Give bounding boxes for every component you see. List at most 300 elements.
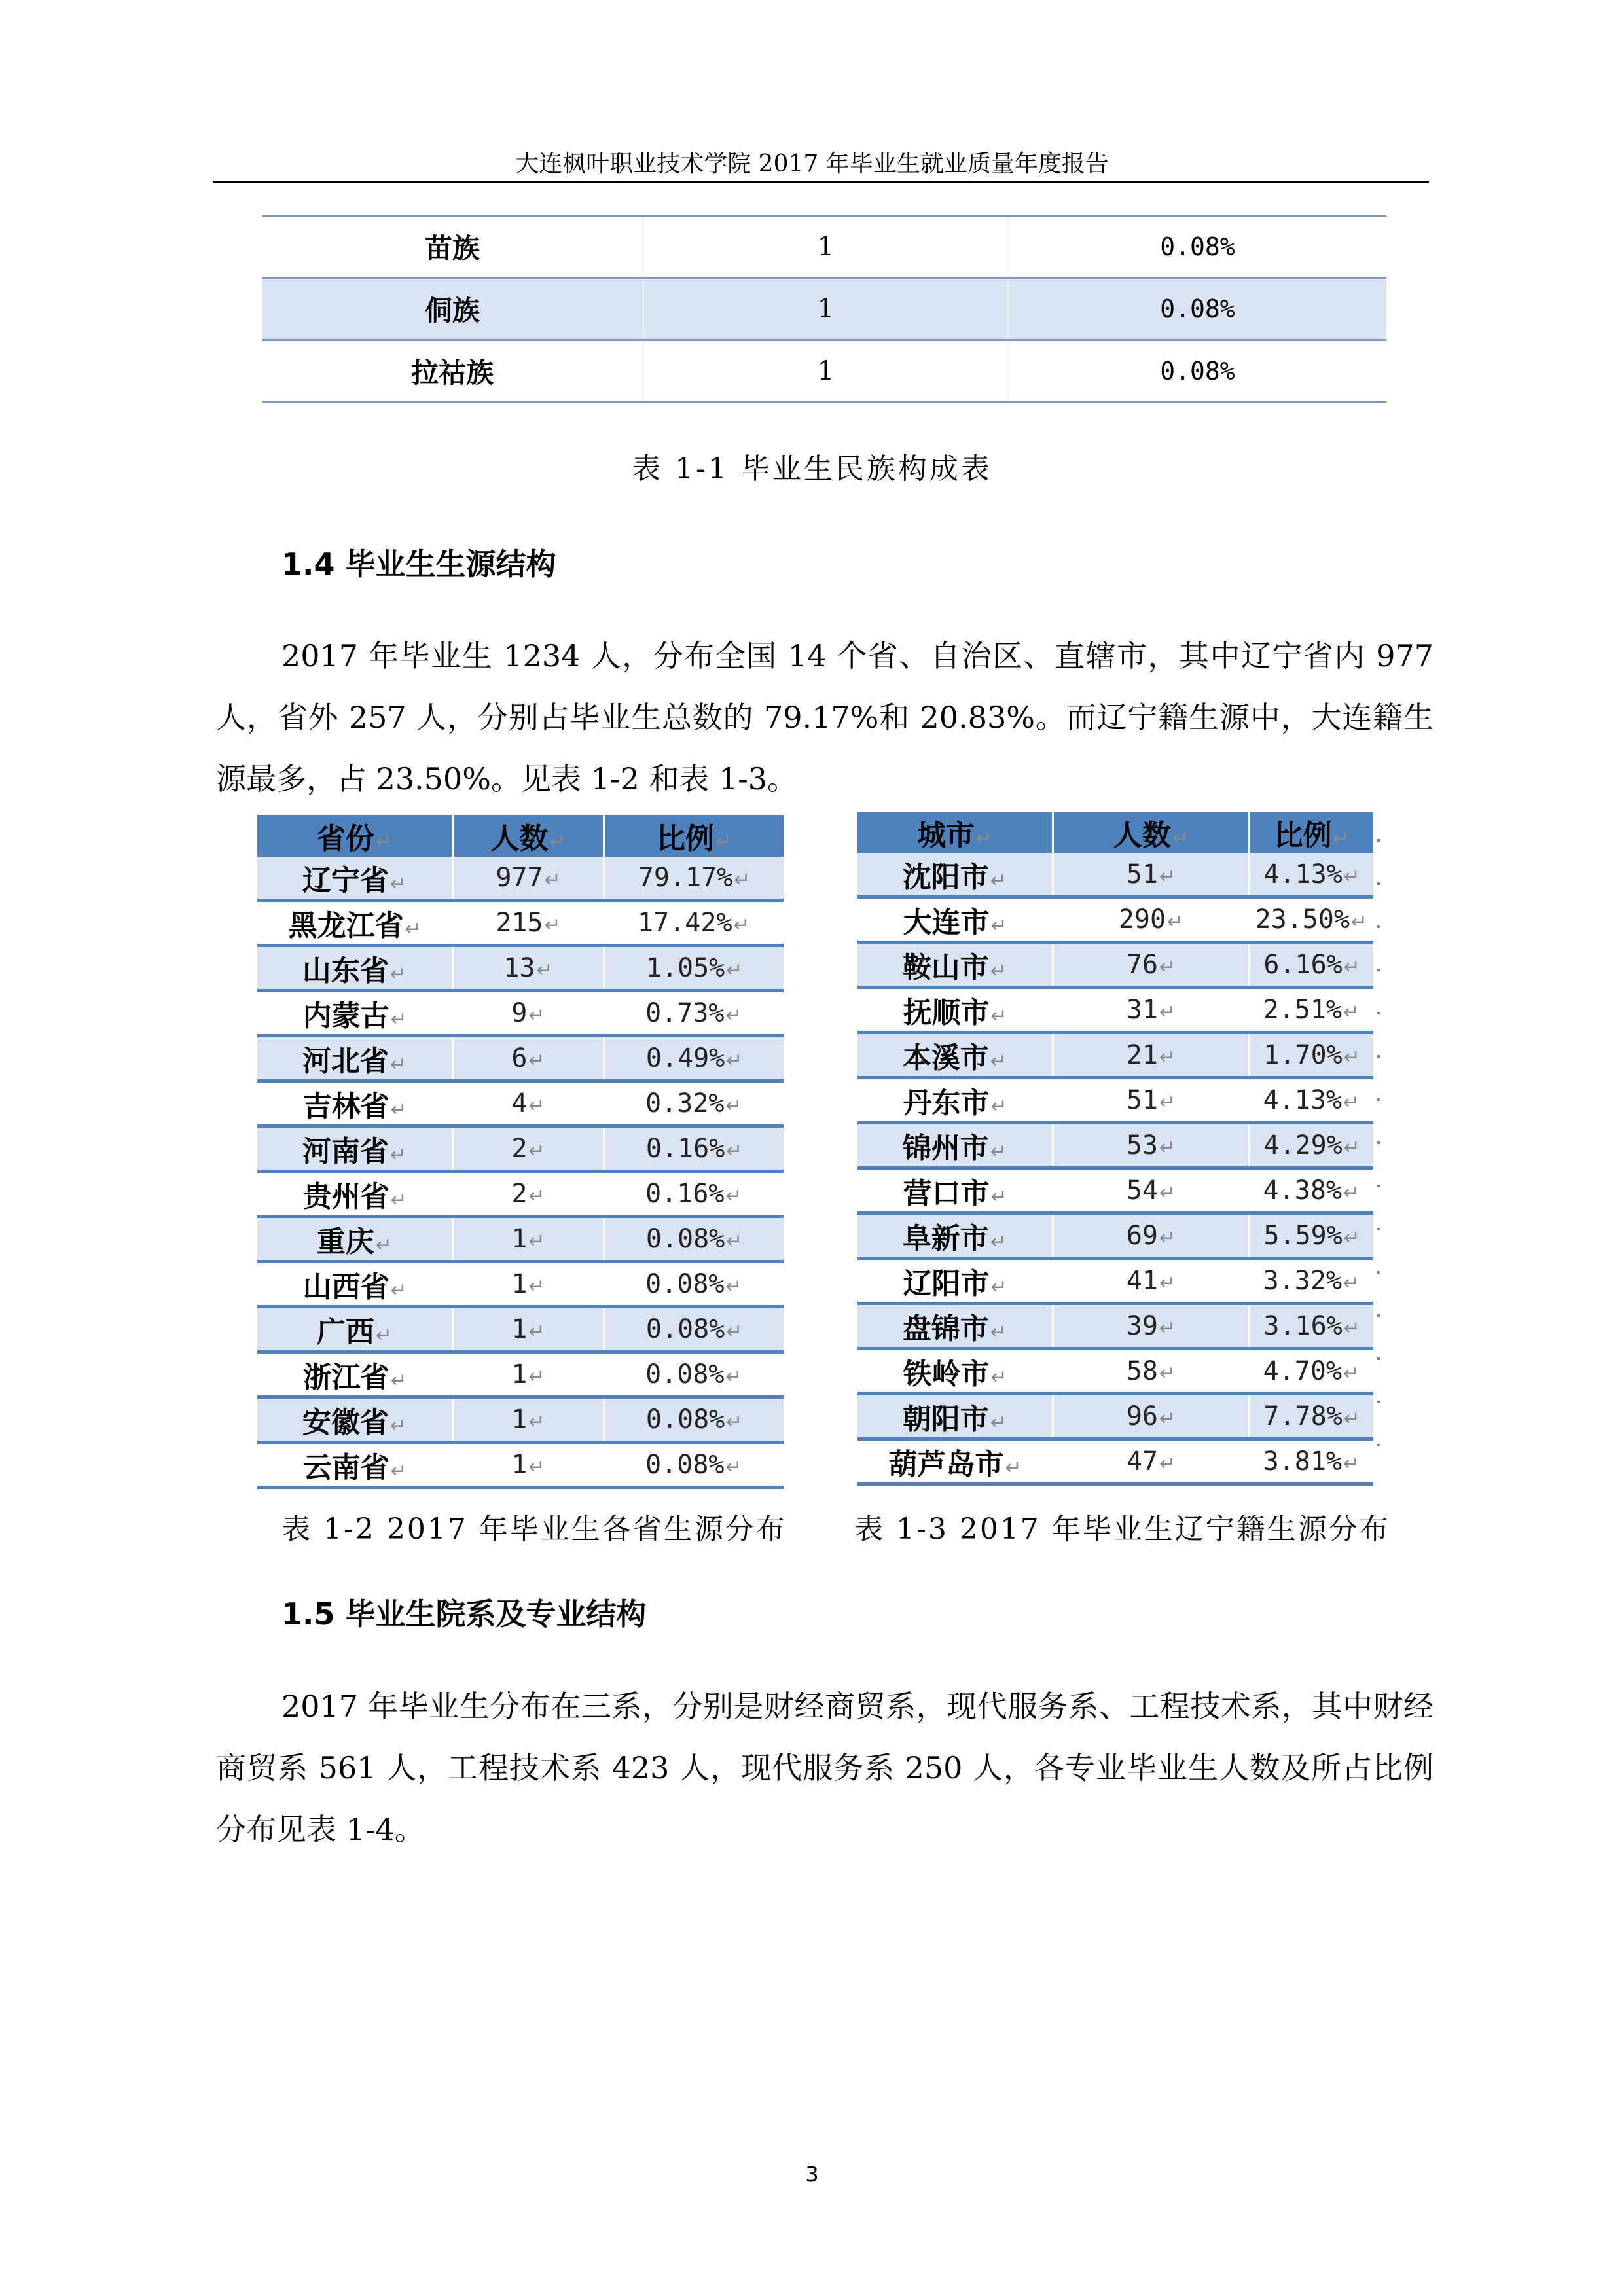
section-heading-1-4: 1.4 毕业生生源结构 bbox=[281, 547, 556, 582]
column-header bbox=[257, 815, 452, 857]
name-value: 阜新市 bbox=[902, 1222, 989, 1255]
percent-cell bbox=[604, 1036, 784, 1081]
column-header-label: 人数 bbox=[490, 822, 549, 855]
paragraph-mark-icon: ↵ bbox=[528, 1185, 545, 1208]
header-rule bbox=[213, 181, 1429, 183]
count-cell bbox=[452, 1217, 604, 1262]
table-row bbox=[262, 278, 1386, 340]
column-header bbox=[1250, 812, 1373, 853]
name-cell bbox=[257, 1217, 452, 1262]
paragraph-mark-icon: ↵ bbox=[1351, 910, 1368, 933]
count-cell bbox=[1053, 1394, 1249, 1439]
paragraph-mark-icon: ↵ bbox=[528, 1365, 545, 1388]
paragraph-mark-icon: ↵ bbox=[1343, 956, 1360, 978]
percent-value: 6.16% bbox=[1263, 950, 1343, 980]
count-value: 1 bbox=[511, 1405, 528, 1435]
paragraph-mark-icon: ↵ bbox=[549, 831, 566, 853]
percent-value: 2.51% bbox=[1263, 995, 1342, 1025]
paragraph-mark-icon: ↵ bbox=[733, 914, 750, 937]
count-value: 1 bbox=[511, 1314, 528, 1344]
paragraph-mark-icon: ↵ bbox=[1172, 827, 1189, 850]
paragraph-mark-icon: ↵ bbox=[726, 1049, 743, 1072]
count-value: 215 bbox=[496, 908, 543, 938]
paragraph-mark-icon: ↵ bbox=[375, 831, 392, 853]
name-value: 盘锦市 bbox=[902, 1312, 989, 1346]
paragraph-mark-icon: ↵ bbox=[990, 1185, 1007, 1208]
count-cell bbox=[452, 1307, 604, 1352]
percent-value: 4.13% bbox=[1263, 1085, 1342, 1115]
count-cell bbox=[452, 1172, 604, 1217]
paragraph-mark-icon: ↵ bbox=[389, 1143, 406, 1166]
paragraph-mark-icon: ↵ bbox=[1343, 1136, 1360, 1159]
edge-mark bbox=[1377, 1401, 1380, 1403]
percent-value: 0.32% bbox=[645, 1088, 725, 1119]
city-source-table bbox=[857, 812, 1373, 1486]
paragraph-mark-icon: ↵ bbox=[1159, 1046, 1176, 1069]
paragraph-mark-icon: ↵ bbox=[1159, 1227, 1176, 1249]
table-row bbox=[257, 1217, 784, 1262]
name-value: 安徽省 bbox=[302, 1406, 389, 1439]
name-cell bbox=[257, 946, 452, 991]
paragraph-mark-icon: ↵ bbox=[390, 1008, 407, 1031]
percent-value: 0.49% bbox=[645, 1043, 725, 1073]
edge-mark bbox=[1377, 1444, 1380, 1446]
paragraph-mark-icon: ↵ bbox=[990, 1050, 1007, 1073]
count-value: 1 bbox=[511, 1359, 528, 1390]
count-value: 41 bbox=[1126, 1266, 1159, 1296]
table-row bbox=[262, 216, 1386, 278]
paragraph-mark-icon: ↵ bbox=[990, 869, 1007, 892]
table-row bbox=[257, 991, 784, 1036]
percent-value: 0.08% bbox=[645, 1450, 725, 1480]
paragraph-mark-icon: ↵ bbox=[990, 1230, 1007, 1253]
name-cell bbox=[257, 857, 452, 901]
percent-value: 1.70% bbox=[1263, 1040, 1343, 1070]
percent-cell bbox=[1250, 1439, 1373, 1484]
paragraph-text: 2017 年毕业生分布在三系，分别是财经商贸系，现代服务系、工程技术系，其中财经商贸系 561 人，工程技术系 423 人，现代服务系 250 人，各专业毕业生人数及所占比例分布见表 1-4。 bbox=[216, 1689, 1434, 1847]
paragraph-mark-icon: ↵ bbox=[390, 1098, 407, 1121]
count-cell bbox=[452, 857, 604, 901]
percent-cell: 0.08% bbox=[1008, 278, 1386, 340]
percent-cell bbox=[604, 1352, 784, 1397]
edge-mark bbox=[1377, 1012, 1380, 1014]
paragraph-mark-icon: ↵ bbox=[375, 1234, 392, 1257]
name-cell bbox=[857, 1259, 1053, 1304]
paragraph-mark-icon: ↵ bbox=[726, 1320, 743, 1343]
count-cell: 1 bbox=[643, 216, 1008, 278]
paragraph-mark-icon: ↵ bbox=[528, 1139, 545, 1162]
count-cell bbox=[1053, 1033, 1249, 1078]
count-cell bbox=[452, 1443, 604, 1488]
paragraph-mark-icon: ↵ bbox=[1333, 827, 1350, 850]
edge-mark bbox=[1377, 1185, 1380, 1187]
table-row bbox=[257, 901, 784, 946]
paragraph-mark-icon: ↵ bbox=[725, 1275, 742, 1298]
count-value: 53 bbox=[1126, 1130, 1159, 1160]
count-cell: 1 bbox=[643, 340, 1008, 403]
paragraph-mark-icon: ↵ bbox=[405, 918, 422, 941]
column-header bbox=[857, 812, 1053, 853]
percent-value: 4.38% bbox=[1263, 1175, 1342, 1206]
percent-value: 0.08% bbox=[645, 1224, 725, 1254]
paragraph-mark-icon: ↵ bbox=[1159, 1136, 1176, 1159]
paragraph-mark-icon: ↵ bbox=[1343, 1046, 1360, 1069]
percent-value: 0.08% bbox=[645, 1269, 725, 1299]
name-value: 辽宁省 bbox=[302, 864, 389, 897]
percent-cell bbox=[604, 1126, 784, 1172]
paragraph-mark-icon: ↵ bbox=[990, 960, 1007, 982]
section-1-5-paragraph bbox=[216, 1676, 1434, 1860]
name-value: 山西省 bbox=[302, 1270, 389, 1304]
count-value: 2 bbox=[511, 1134, 528, 1164]
count-value: 290 bbox=[1118, 905, 1166, 935]
name-value: 云南省 bbox=[302, 1451, 389, 1484]
count-cell bbox=[1053, 1078, 1249, 1123]
name-value: 河北省 bbox=[302, 1045, 389, 1078]
table-row bbox=[257, 1262, 784, 1307]
count-cell bbox=[452, 1352, 604, 1397]
count-cell bbox=[452, 946, 604, 991]
table-row bbox=[257, 1397, 784, 1443]
percent-cell bbox=[604, 1081, 784, 1126]
count-cell bbox=[1053, 988, 1249, 1033]
count-value: 51 bbox=[1126, 1085, 1159, 1115]
section-1-4-paragraph bbox=[216, 625, 1434, 810]
name-cell bbox=[257, 1081, 452, 1126]
percent-cell: 0.08% bbox=[1008, 340, 1386, 403]
percent-value: 4.13% bbox=[1263, 859, 1343, 889]
paragraph-mark-icon: ↵ bbox=[528, 1230, 545, 1253]
name-value: 广西 bbox=[316, 1316, 374, 1349]
name-value: 内蒙古 bbox=[302, 999, 389, 1033]
count-cell bbox=[1053, 1168, 1249, 1213]
name-value: 丹东市 bbox=[903, 1086, 990, 1120]
running-header-title: 大连枫叶职业技术学院 2017 年毕业生就业质量年度报告 bbox=[515, 151, 1109, 177]
column-header-label: 比例 bbox=[657, 822, 715, 855]
paragraph-mark-icon: ↵ bbox=[1159, 956, 1176, 978]
count-value: 1 bbox=[511, 1450, 528, 1480]
paragraph-mark-icon: ↵ bbox=[1343, 1181, 1360, 1204]
paragraph-mark-icon: ↵ bbox=[528, 1275, 545, 1298]
table-row bbox=[257, 946, 784, 991]
count-cell bbox=[452, 991, 604, 1036]
percent-value: 0.73% bbox=[645, 998, 725, 1028]
name-value: 营口市 bbox=[903, 1177, 990, 1210]
table-row bbox=[857, 1213, 1373, 1259]
paragraph-mark-icon: ↵ bbox=[1343, 1091, 1360, 1114]
ethnicity-name-cell: 拉祜族 bbox=[262, 340, 643, 403]
table-row bbox=[857, 1123, 1373, 1168]
name-cell bbox=[257, 1126, 452, 1172]
count-value: 6 bbox=[511, 1043, 528, 1073]
paragraph-mark-icon: ↵ bbox=[1167, 910, 1184, 933]
count-cell bbox=[452, 1036, 604, 1081]
name-cell bbox=[857, 1213, 1053, 1259]
count-value: 47 bbox=[1126, 1446, 1159, 1477]
name-value: 山东省 bbox=[302, 954, 389, 988]
name-cell bbox=[857, 853, 1053, 897]
percent-cell bbox=[1250, 853, 1373, 897]
table-row bbox=[857, 942, 1373, 988]
table-row bbox=[857, 1078, 1373, 1123]
paragraph-mark-icon: ↵ bbox=[1159, 865, 1176, 888]
count-value: 2 bbox=[511, 1179, 528, 1209]
count-cell bbox=[1053, 897, 1249, 942]
percent-cell bbox=[1250, 1259, 1373, 1304]
paragraph-mark-icon: ↵ bbox=[1005, 1456, 1022, 1479]
paragraph-mark-icon: ↵ bbox=[1159, 1452, 1176, 1475]
count-cell bbox=[1053, 1213, 1249, 1259]
column-header bbox=[1053, 812, 1249, 853]
percent-cell bbox=[1250, 1213, 1373, 1259]
name-value: 河南省 bbox=[302, 1135, 389, 1168]
paragraph-mark-icon: ↵ bbox=[734, 869, 751, 891]
count-cell: 1 bbox=[643, 278, 1008, 340]
percent-cell bbox=[604, 1397, 784, 1443]
name-value: 抚顺市 bbox=[903, 996, 990, 1030]
name-value: 浙江省 bbox=[302, 1361, 389, 1394]
paragraph-mark-icon: ↵ bbox=[1159, 1317, 1176, 1340]
paragraph-mark-icon: ↵ bbox=[1343, 1001, 1360, 1024]
column-header-label: 比例 bbox=[1274, 819, 1332, 852]
paragraph-mark-icon: ↵ bbox=[1159, 1407, 1176, 1430]
paragraph-mark-icon: ↵ bbox=[975, 827, 992, 850]
paragraph-mark-icon: ↵ bbox=[1343, 1227, 1360, 1249]
name-value: 黑龙江省 bbox=[288, 909, 404, 942]
table-row bbox=[257, 1443, 784, 1488]
edge-mark bbox=[1377, 969, 1380, 971]
table-row bbox=[257, 1307, 784, 1352]
name-value: 重庆 bbox=[316, 1225, 374, 1259]
count-cell bbox=[452, 901, 604, 946]
percent-cell bbox=[1250, 1078, 1373, 1123]
paragraph-mark-icon: ↵ bbox=[1343, 1362, 1360, 1385]
edge-mark bbox=[1377, 1228, 1380, 1230]
paragraph-mark-icon: ↵ bbox=[990, 1321, 1007, 1344]
table-row bbox=[857, 853, 1373, 897]
page-number: 3 bbox=[805, 2162, 819, 2187]
name-cell bbox=[257, 1036, 452, 1081]
name-cell bbox=[857, 1394, 1053, 1439]
paragraph-text: 2017 年毕业生 1234 人，分布全国 14 个省、自治区、直辖市，其中辽宁省内 977 人，省外 257 人，分别占毕业生总数的 79.17%和 20.83%。而辽宁籍生源中，大连籍生源最多，占 23.50%。见表 1-2 和表 1-3。 bbox=[216, 638, 1434, 797]
paragraph-mark-icon: ↵ bbox=[726, 1410, 743, 1433]
name-cell bbox=[257, 901, 452, 946]
paragraph-mark-icon: ↵ bbox=[726, 959, 743, 982]
name-cell bbox=[857, 1168, 1053, 1213]
table-row bbox=[257, 1081, 784, 1126]
name-cell bbox=[857, 1033, 1053, 1078]
percent-value: 79.17% bbox=[638, 863, 733, 893]
count-cell bbox=[1053, 1439, 1249, 1484]
percent-cell bbox=[604, 1262, 784, 1307]
count-value: 9 bbox=[511, 998, 528, 1028]
name-cell bbox=[857, 988, 1053, 1033]
name-cell bbox=[257, 1262, 452, 1307]
province-source-table bbox=[257, 815, 784, 1489]
paragraph-mark-icon: ↵ bbox=[725, 1185, 742, 1208]
edge-mark bbox=[1377, 1357, 1380, 1360]
column-header-label: 人数 bbox=[1113, 819, 1171, 852]
percent-value: 1.05% bbox=[645, 953, 725, 983]
column-header bbox=[452, 815, 604, 857]
percent-value: 7.78% bbox=[1263, 1401, 1343, 1431]
paragraph-mark-icon: ↵ bbox=[1159, 1001, 1176, 1024]
paragraph-mark-icon: ↵ bbox=[390, 1369, 407, 1392]
paragraph-mark-icon: ↵ bbox=[715, 831, 732, 853]
paragraph-mark-icon: ↵ bbox=[990, 1366, 1007, 1389]
name-value: 沈阳市 bbox=[902, 861, 989, 894]
percent-cell bbox=[1250, 1349, 1373, 1394]
paragraph-mark-icon: ↵ bbox=[544, 914, 561, 937]
paragraph-mark-icon: ↵ bbox=[528, 1410, 545, 1433]
paragraph-mark-icon: ↵ bbox=[726, 1230, 743, 1253]
paragraph-mark-icon: ↵ bbox=[990, 1276, 1007, 1299]
column-header-label: 城市 bbox=[916, 819, 975, 852]
percent-cell bbox=[1250, 988, 1373, 1033]
table-row bbox=[257, 1036, 784, 1081]
paragraph-mark-icon: ↵ bbox=[990, 1411, 1007, 1434]
count-value: 69 bbox=[1126, 1221, 1159, 1251]
paragraph-mark-icon: ↵ bbox=[1159, 1091, 1176, 1114]
percent-cell bbox=[1250, 942, 1373, 988]
paragraph-mark-icon: ↵ bbox=[1343, 1272, 1360, 1295]
count-cell bbox=[452, 1397, 604, 1443]
percent-value: 3.16% bbox=[1263, 1311, 1343, 1341]
percent-value: 4.29% bbox=[1263, 1130, 1343, 1160]
count-cell bbox=[1053, 942, 1249, 988]
percent-cell bbox=[1250, 1304, 1373, 1349]
count-value: 76 bbox=[1126, 950, 1159, 980]
table-row bbox=[857, 1259, 1373, 1304]
percent-value: 0.08% bbox=[645, 1405, 725, 1435]
count-value: 13 bbox=[503, 953, 535, 983]
count-value: 977 bbox=[496, 863, 543, 893]
paragraph-mark-icon: ↵ bbox=[389, 1414, 406, 1437]
name-value: 鞍山市 bbox=[902, 951, 989, 984]
table-1-1-caption: 表 1-1 毕业生民族构成表 bbox=[632, 452, 992, 486]
edge-mark bbox=[1377, 882, 1380, 885]
name-value: 吉林省 bbox=[302, 1090, 389, 1123]
count-value: 1 bbox=[511, 1269, 528, 1299]
name-value: 铁岭市 bbox=[903, 1357, 990, 1391]
section-heading-1-5: 1.5 毕业生院系及专业结构 bbox=[281, 1596, 647, 1632]
percent-cell bbox=[604, 1443, 784, 1488]
paragraph-mark-icon: ↵ bbox=[528, 1456, 545, 1479]
percent-cell bbox=[1250, 897, 1373, 942]
count-cell bbox=[452, 1262, 604, 1307]
edge-mark bbox=[1377, 1055, 1380, 1058]
paragraph-mark-icon: ↵ bbox=[528, 1320, 545, 1343]
percent-value: 0.08% bbox=[645, 1359, 725, 1390]
table-row bbox=[857, 1304, 1373, 1349]
name-value: 贵州省 bbox=[302, 1180, 389, 1213]
table-row bbox=[857, 1349, 1373, 1394]
count-value: 31 bbox=[1126, 995, 1159, 1025]
table-row bbox=[857, 1394, 1373, 1439]
count-cell bbox=[1053, 1304, 1249, 1349]
percent-value: 3.81% bbox=[1263, 1446, 1342, 1477]
paragraph-mark-icon: ↵ bbox=[528, 1004, 545, 1027]
table-row bbox=[257, 1172, 784, 1217]
paragraph-mark-icon: ↵ bbox=[990, 1140, 1007, 1163]
count-cell bbox=[1053, 853, 1249, 897]
name-value: 锦州市 bbox=[902, 1132, 989, 1165]
ethnicity-table bbox=[262, 215, 1386, 403]
paragraph-mark-icon: ↵ bbox=[389, 963, 406, 986]
percent-value: 3.32% bbox=[1263, 1266, 1342, 1296]
paragraph-mark-icon: ↵ bbox=[990, 914, 1007, 937]
name-cell bbox=[857, 1078, 1053, 1123]
count-cell bbox=[1053, 1259, 1249, 1304]
paragraph-mark-icon: ↵ bbox=[725, 1365, 742, 1388]
name-value: 大连市 bbox=[903, 906, 990, 939]
paragraph-mark-icon: ↵ bbox=[544, 869, 561, 891]
name-cell bbox=[257, 1172, 452, 1217]
percent-value: 0.16% bbox=[645, 1134, 725, 1164]
name-cell bbox=[857, 942, 1053, 988]
count-cell bbox=[452, 1081, 604, 1126]
paragraph-mark-icon: ↵ bbox=[1343, 1317, 1360, 1340]
table-row bbox=[857, 988, 1373, 1033]
paragraph-mark-icon: ↵ bbox=[390, 1189, 407, 1211]
paragraph-mark-icon: ↵ bbox=[390, 1460, 407, 1482]
paragraph-mark-icon: ↵ bbox=[528, 1049, 545, 1072]
percent-cell bbox=[1250, 1394, 1373, 1439]
name-value: 辽阳市 bbox=[903, 1267, 990, 1300]
name-value: 朝阳市 bbox=[902, 1403, 989, 1436]
name-cell bbox=[257, 1443, 452, 1488]
count-value: 21 bbox=[1126, 1040, 1159, 1070]
percent-cell bbox=[1250, 1123, 1373, 1168]
count-value: 54 bbox=[1126, 1175, 1159, 1206]
percent-cell bbox=[604, 1172, 784, 1217]
edge-mark bbox=[1377, 1271, 1380, 1274]
paragraph-mark-icon: ↵ bbox=[389, 872, 406, 895]
column-header bbox=[604, 815, 784, 857]
table-row bbox=[257, 1352, 784, 1397]
table-row bbox=[257, 1126, 784, 1172]
count-cell bbox=[452, 1126, 604, 1172]
paragraph-mark-icon: ↵ bbox=[375, 1324, 392, 1347]
percent-value: 4.70% bbox=[1263, 1356, 1342, 1386]
column-header-label: 省份 bbox=[316, 822, 374, 855]
table-1-2-caption: 表 1-2 2017 年毕业生各省生源分布 bbox=[281, 1513, 787, 1546]
percent-cell bbox=[604, 901, 784, 946]
count-value: 51 bbox=[1126, 859, 1159, 889]
edge-mark bbox=[1377, 1098, 1380, 1101]
count-value: 4 bbox=[511, 1088, 528, 1119]
table-row bbox=[262, 340, 1386, 403]
name-cell bbox=[257, 1352, 452, 1397]
ethnicity-name-cell: 苗族 bbox=[262, 216, 643, 278]
name-cell bbox=[257, 991, 452, 1036]
paragraph-mark-icon: ↵ bbox=[725, 1456, 742, 1479]
paragraph-mark-icon: ↵ bbox=[1343, 1407, 1360, 1430]
count-value: 58 bbox=[1126, 1356, 1159, 1386]
percent-value: 5.59% bbox=[1263, 1221, 1343, 1251]
percent-cell bbox=[604, 946, 784, 991]
paragraph-mark-icon: ↵ bbox=[1159, 1181, 1176, 1204]
name-cell bbox=[857, 1304, 1053, 1349]
percent-cell bbox=[604, 991, 784, 1036]
count-cell bbox=[1053, 1349, 1249, 1394]
name-cell bbox=[257, 1307, 452, 1352]
percent-value: 17.42% bbox=[638, 908, 732, 938]
paragraph-mark-icon: ↵ bbox=[1159, 1272, 1176, 1295]
paragraph-mark-icon: ↵ bbox=[725, 1094, 742, 1117]
paragraph-mark-icon: ↵ bbox=[726, 1139, 743, 1162]
paragraph-mark-icon: ↵ bbox=[389, 1053, 406, 1076]
